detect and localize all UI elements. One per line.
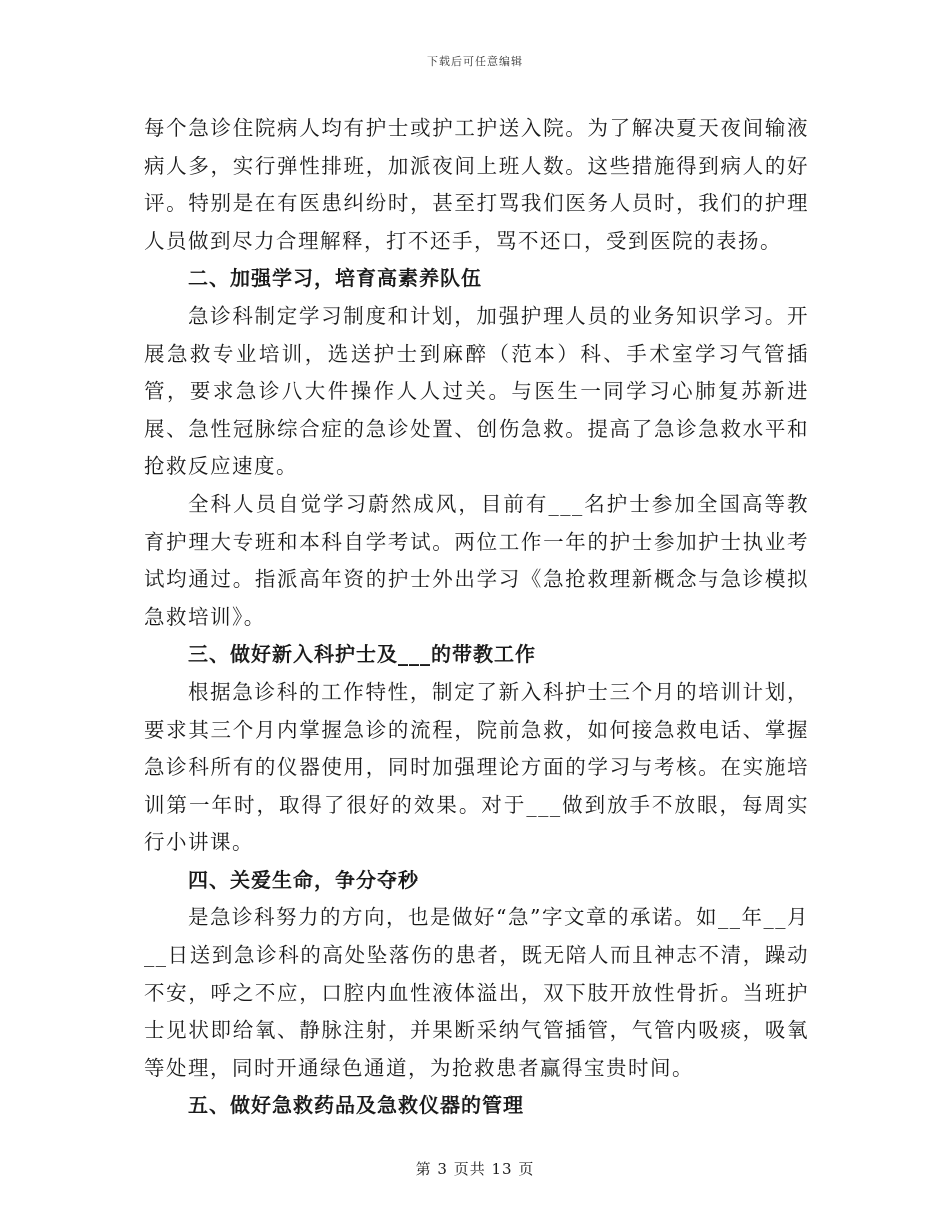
section-heading-5: 五、做好急救药品及急救仪器的管理 xyxy=(188,1093,524,1118)
paragraph-self-study: 全科人员自觉学习蔚然成风，目前有___名护士参加全国高等教育护理大专班和本科自学考试。两位工作一年的护士参加护士执业考试均通过。指派高年资的护士外出学习《急抢救理新概念与急诊模拟急救培训》。 xyxy=(144,491,809,629)
paragraph-escort-patients: 每个急诊住院病人均有护士或护工护送入院。为了解决夏天夜间输液病人多，实行弹性排班，加派夜间上班人数。这些措施得到病人的好评。特别是在有医患纠纷时，甚至打骂我们医务人员时，我们的护理人员做到尽力合理解释，打不还手，骂不还口，受到医院的表扬。 xyxy=(144,116,809,253)
page-header: 下载后可任意编辑 xyxy=(427,55,523,68)
paragraph-emergency-case: 是急诊科努力的方向，也是做好“急”字文章的承诺。如__年__月__日送到急诊科的高处坠落伤的患者，既无陪人而且神志不清，躁动不安，呼之不应，口腔内血性液体溢出，双下肢开放性骨折。当班护士见状即给氧、静脉注射，并果断采纳气管插管，气管内吸痰，吸氧等处理，同时开通绿色通道，为抢救患者赢得宝贵时间。 xyxy=(144,905,809,1080)
section-heading-2: 二、加强学习，培育高素养队伍 xyxy=(188,266,482,291)
paragraph-new-nurse-training: 根据急诊科的工作特性，制定了新入科护士三个月的培训计划，要求其三个月内掌握急诊的流程，院前急救，如何接急救电话、掌握急诊科所有的仪器使用，同时加强理论方面的学习与考核。在实施培训第一年时，取得了很好的效果。对于___做到放手不放眼，每周实行小讲课。 xyxy=(144,679,809,855)
section-heading-4: 四、关爱生命，争分夺秒 xyxy=(188,867,419,892)
paragraph-training-plan: 急诊科制定学习制度和计划，加强护理人员的业务知识学习。开展急救专业培训，选送护士到麻醉（范本）科、手术室学习气管插管，要求急诊八大件操作人人过关。与医生一同学习心肺复苏新进展、急性冠脉综合症的急诊处置、创伤急救。提高了急诊急救水平和抢救反应速度。 xyxy=(144,303,809,479)
section-heading-3: 三、做好新入科护士及___的带教工作 xyxy=(188,642,536,667)
document-body xyxy=(144,110,809,1125)
page-number-footer: 第 3 页共 13 页 xyxy=(415,1160,535,1178)
